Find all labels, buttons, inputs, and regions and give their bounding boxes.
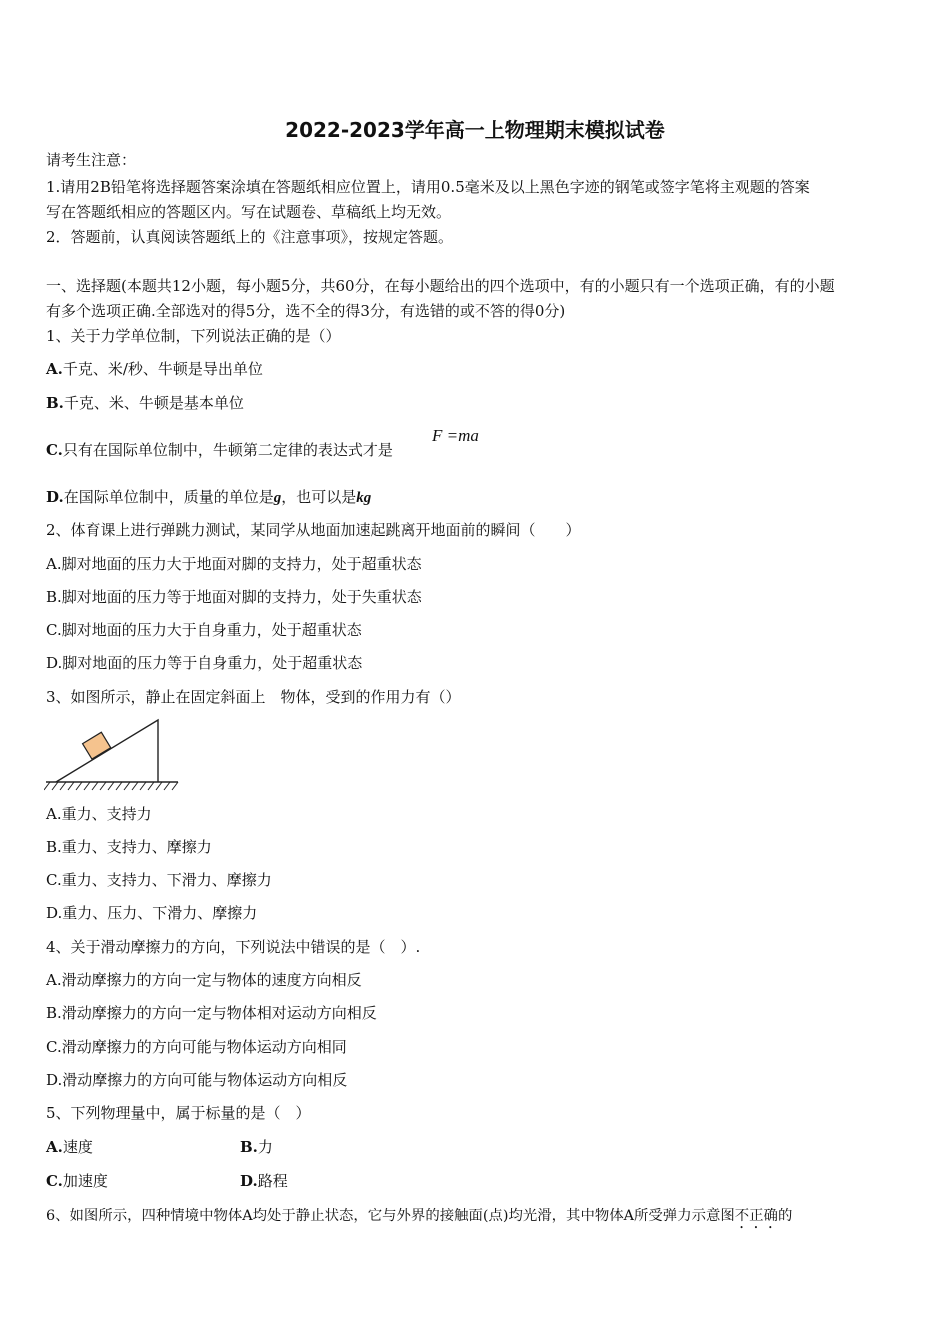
- notice-heading: 请考生注意：: [46, 151, 137, 169]
- question-3-option-a: A.重力、支持力: [46, 805, 152, 823]
- question-5-option-d: [240, 1171, 288, 1191]
- question-2-option-c: C.脚对地面的压力大于自身重力，处于超重状态: [46, 621, 362, 639]
- question-5-option-a: [46, 1137, 93, 1157]
- page-title: 2022-2023学年高一上物理期末模拟试卷: [285, 118, 665, 142]
- option-text: 路程: [257, 1172, 288, 1190]
- option-text: 加速度: [62, 1172, 108, 1190]
- question-1-option-a: [46, 359, 263, 379]
- option-text: 千克、米/秒、牛顿是导出单位: [62, 360, 263, 378]
- question-1-option-c: [46, 440, 393, 460]
- question-3-option-b: B.重力、支持力、摩擦力: [46, 838, 212, 856]
- question-2-option-d: D.脚对地面的压力等于自身重力，处于超重状态: [46, 654, 363, 672]
- question-1-stem: 1、关于力学单位制，下列说法正确的是（）: [46, 327, 341, 345]
- option-text: 千克、米、牛顿是基本单位: [63, 394, 244, 412]
- question-3-option-c: C.重力、支持力、下滑力、摩擦力: [46, 871, 272, 889]
- question-5-option-b: [240, 1137, 273, 1157]
- notice-item-2: 2．答题前，认真阅读答题纸上的《注意事项》，按规定答题。: [46, 228, 454, 246]
- question-2-stem: 2、体育课上进行弹跳力测试，某同学从地面加速起跳离开地面前的瞬间（ ）: [46, 521, 581, 539]
- option-text: 速度: [62, 1138, 93, 1156]
- option-label: A.: [46, 360, 63, 378]
- question-2-option-a: A.脚对地面的压力大于地面对脚的支持力，处于超重状态: [46, 555, 422, 573]
- question-4-option-b: B.滑动摩擦力的方向一定与物体相对运动方向相反: [46, 1004, 377, 1022]
- option-text: 在国际单位制中，质量的单位是: [63, 488, 274, 506]
- option-text: 力: [257, 1138, 273, 1156]
- question-2-option-b: B.脚对地面的压力等于地面对脚的支持力，处于失重状态: [46, 588, 422, 606]
- emphasis-text: 不正确: [734, 1208, 778, 1224]
- incline-block-diagram: [44, 716, 184, 792]
- question-4-option-a: A.滑动摩擦力的方向一定与物体的速度方向相反: [46, 971, 362, 989]
- option-label: B.: [240, 1138, 258, 1156]
- question-4-option-c: C.滑动摩擦力的方向可能与物体运动方向相同: [46, 1038, 347, 1056]
- question-6-stem-text: 6、如图所示，四种情境中物体A均处于静止状态，它与外界的接触面(点)均光滑，其中物体A所受弹力示意图: [46, 1208, 735, 1224]
- option-text-mid: ，也可以是: [281, 488, 357, 506]
- option-label: C.: [46, 441, 63, 459]
- question-4-option-d: D.滑动摩擦力的方向可能与物体运动方向相反: [46, 1071, 348, 1089]
- option-label: A.: [46, 1138, 63, 1156]
- question-5-option-c: [46, 1171, 108, 1191]
- section-instructions-line-1: 一、选择题(本题共12小题，每小题5分，共60分，在每小题给出的四个选项中，有的小题只有一个选项正确，有的小题: [46, 277, 835, 295]
- option-label: D.: [46, 488, 64, 506]
- unit-kg: kg: [356, 490, 372, 506]
- option-label: D.: [240, 1172, 258, 1190]
- newton-second-law-formula: F =ma: [432, 426, 479, 445]
- question-3-option-d: D.重力、压力、下滑力、摩擦力: [46, 904, 258, 922]
- question-6-stem-tail: 的: [777, 1208, 793, 1224]
- question-1-option-d: [46, 487, 371, 508]
- unit-g: g: [273, 490, 282, 506]
- section-instructions-line-2: 有多个选项正确.全部选对的得5分，选不全的得3分，有选错的或不答的得0分): [46, 302, 566, 320]
- question-3-stem: 3、如图所示，静止在固定斜面上 物体，受到的作用力有（）: [46, 688, 461, 706]
- notice-item-1-line-1: 1.请用2B铅笔将选择题答案涂填在答题纸相应位置上，请用0.5毫米及以上黑色字迹的钢笔或签字笔将主观题的答案: [46, 178, 810, 196]
- option-label: C.: [46, 1172, 63, 1190]
- question-5-stem: 5、下列物理量中，属于标量的是（ ）: [46, 1104, 311, 1122]
- question-1-option-b: [46, 393, 244, 413]
- block: [83, 732, 111, 759]
- question-4-stem: 4、关于滑动摩擦力的方向，下列说法中错误的是（ ）.: [46, 938, 421, 956]
- notice-item-1-line-2: 写在答题纸相应的答题区内。写在试题卷、草稿纸上均无效。: [46, 203, 452, 221]
- question-6-stem: [46, 1206, 792, 1232]
- option-label: B.: [46, 394, 64, 412]
- option-text: 只有在国际单位制中，牛顿第二定律的表达式才是: [62, 441, 393, 459]
